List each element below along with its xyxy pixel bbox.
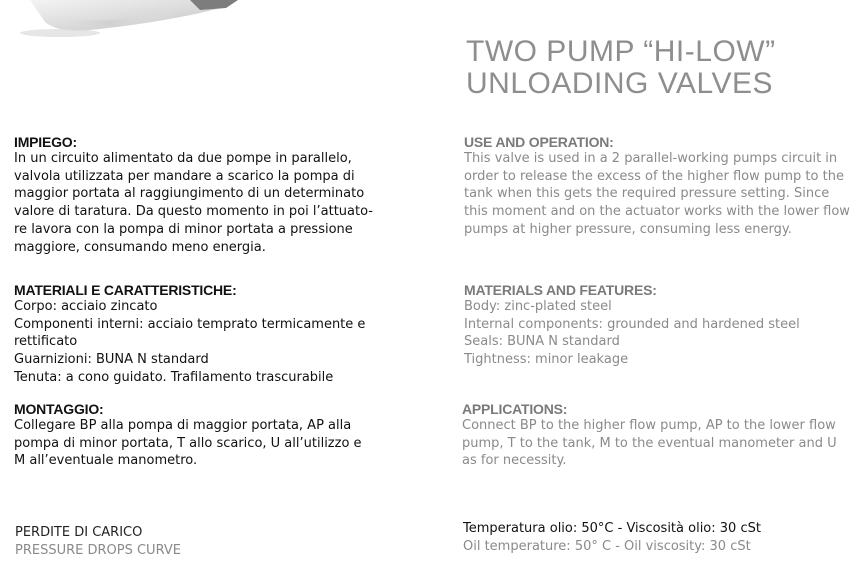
impiego-heading: IMPIEGO: — [14, 134, 77, 150]
materiali-section — [14, 282, 434, 387]
materials-section — [464, 282, 864, 369]
materials-text: Body: zinc-plated steel Internal components: grounded and hardened steel Seals: BUNA N standard Tightness: minor leakage — [464, 299, 800, 368]
title-line-1: TWO PUMP “HI-LOW” — [466, 35, 776, 68]
impiego-text: In un circuito alimentato da due pompe in parallelo, valvola utilizzata per mandare a scarico la pompa di maggior portata al raggiungimento di un determinato valore di taratura. Da questo momento in poi l’attuato- re lavora con la pompa di minor portata a pressione maggiore, consumando meno energia. — [14, 151, 373, 255]
oil-conditions-italian: Temperatura olio: 50°C - Viscosità olio: 30 cSt — [463, 521, 761, 536]
montaggio-text: Collegare BP alla pompa di maggior portata, AP alla pompa di minor portata, T allo scarico, U all’utilizzo e M all’eventuale manometro. — [14, 418, 362, 469]
pressure-drops-label: PRESSURE DROPS CURVE — [15, 543, 182, 558]
montaggio-heading: MONTAGGIO: — [14, 401, 104, 417]
materiali-text: Corpo: acciaio zincato Componenti interni: acciaio temprato termicamente e rettificato Guarnizioni: BUNA N standard Tenuta: a cono guidato. Trafilamento trascurabile — [14, 299, 366, 385]
applications-section — [462, 401, 862, 470]
use-operation-heading: USE AND OPERATION: — [464, 134, 614, 150]
applications-heading: APPLICATIONS: — [462, 401, 568, 417]
page-title — [466, 36, 776, 100]
montaggio-section — [14, 401, 434, 470]
applications-text: Connect BP to the higher flow pump, AP to the lower flow pump, T to the tank, M to the eventual manometer and U as for necessity. — [462, 418, 837, 469]
use-operation-text: This valve is used in a 2 parallel-working pumps circuit in order to release the excess of the higher flow pump to the tank when this gets the required pressure setting. Since this moment and on the actuator works with the lower flow pumps at higher pressure, consuming less energy. — [464, 151, 850, 237]
materials-heading: MATERIALS AND FEATURES: — [464, 282, 657, 298]
materiali-heading: MATERIALI E CARATTERISTICHE: — [14, 282, 237, 298]
use-operation-section — [464, 134, 864, 239]
perdite-di-carico-label: PERDITE DI CARICO — [15, 525, 143, 540]
valve-product-image — [0, 0, 240, 40]
oil-conditions-english: Oil temperature: 50° C - Oil viscosity: 30 cSt — [463, 539, 751, 554]
impiego-section — [14, 134, 434, 256]
title-line-2: UNLOADING VALVES — [466, 67, 773, 100]
